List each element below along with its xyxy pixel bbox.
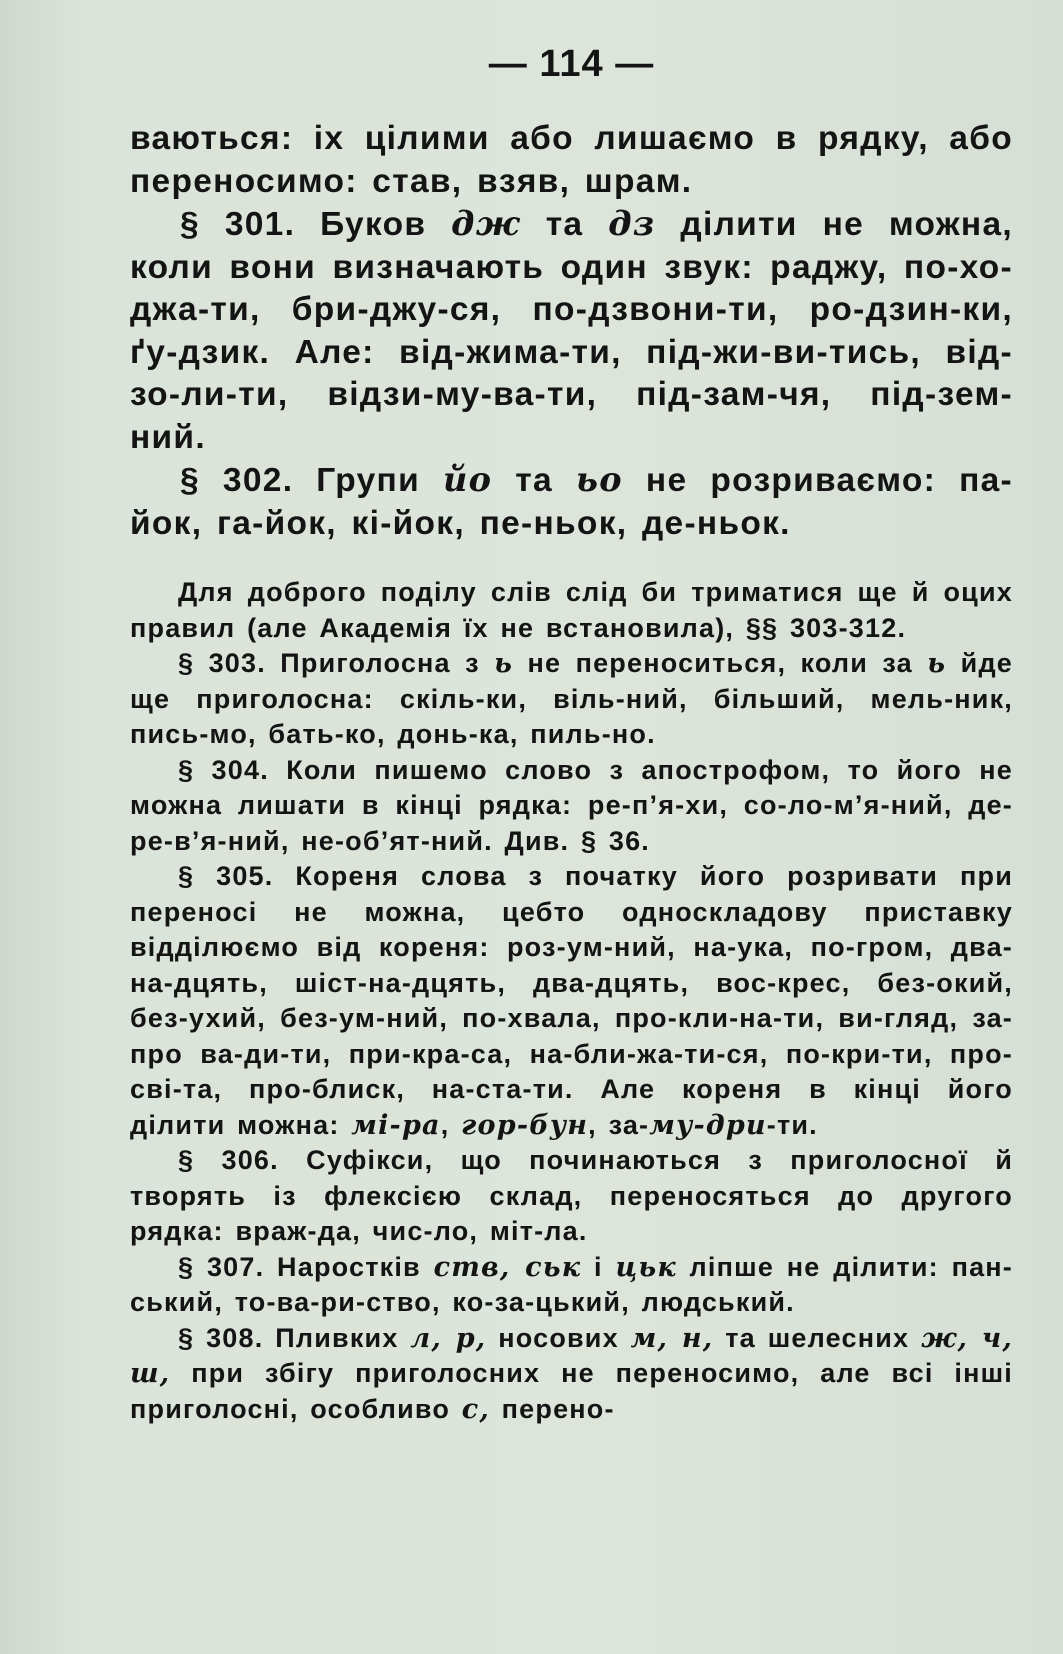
page-number: — 114 — <box>488 43 655 85</box>
italic-letters: м, н, <box>630 1322 714 1354</box>
text-run: перено- <box>489 1393 615 1424</box>
text-run: та шелесних <box>713 1322 922 1353</box>
paragraph-303 <box>130 646 1013 753</box>
italic-letters: му-дри <box>649 1109 767 1141</box>
paragraph-intro: ваються: іх цілими або лишаємо в рядку, або переносимо: став, взяв, шрам. <box>130 120 1013 200</box>
paragraph-304: § 304. Коли пишемо слово з апострофом, то його не можна лишати в кінці рядка: ре-п’я-хи, со-ло-м’я-ний, де-ре-в’я-ний, не-об’ят-ний. Див. § 36. <box>130 754 1013 856</box>
small-print-section <box>130 575 1013 1427</box>
italic-letters: ж, ч, ш, <box>130 1322 1013 1389</box>
text-run: носових <box>486 1322 631 1353</box>
text-run: § 308. Пливких <box>178 1322 411 1353</box>
italic-letters: дз <box>608 204 656 243</box>
text-run: при збігу приголосних не переносимо, але всі інші приголосні, особливо <box>130 1358 1013 1424</box>
text-run: йде ще приголосна: скіль-ки, віль-ний, більший, мель-ник, пись-мо, бать-ко, донь-ка, пиль-но. <box>130 648 1013 749</box>
text-run: ліпше не ділити: пан-ський, то-ва-ри-ство, ко-за-цький, людський. <box>130 1251 1013 1317</box>
paragraph-306: § 306. Суфікси, що починаються з приголосної й творять із флексією склад, переносяться до другого рядка: враж-да, чис-ло, міт-ла. <box>130 1145 1013 1246</box>
text-run: , за- <box>588 1109 650 1140</box>
text-run: § 301. Буков <box>180 206 452 243</box>
text-run: § 305. Кореня слова з початку його розривати при переносі не можна, цебто односкладову приставку відділюємо від кореня: роз-ум-ний, на-ука, по-гром, два-на-дцять, шіст-на-дцять, два-дцять, вос-крес, без-окий, без-ухий, без-ум-ний, по-хвала, про-кли-на-ти, ви-гляд, за-про ва-ди-ти, при-кра-са, на-бли-жа-ти-ся, по-кри-ти, про-сві-та, про-блиск, на-ста-ти. Але кореня в кінці його ділити можна: <box>130 861 1013 1140</box>
text-run: та <box>492 462 576 499</box>
italic-letters: дж <box>451 204 521 243</box>
italic-letters: мі-ра <box>351 1109 441 1141</box>
text-run: ділити не можна, коли вони визначають один звук: раджу, по-хо-джа-ти, бри-джу-ся, по-дзвони-ти, ро-дзин-ки, ґу-дзик. Але: від-жима-ти, під-жи-ви-тись, від-зо-ли-ти, відзи-му-ва-ти, під-зам-чя, під-зем-ний. <box>130 206 1014 456</box>
text-run: § 307. Наростків <box>178 1251 434 1282</box>
italic-letters: цьк <box>615 1251 677 1283</box>
italic-letters: с, <box>461 1393 490 1425</box>
text-run: § 302. Групи <box>180 462 443 499</box>
text-run: та <box>520 206 609 243</box>
paragraph-308 <box>130 1321 1013 1428</box>
italic-letters: ств, ськ <box>433 1251 582 1283</box>
paragraph-301 <box>130 203 1013 459</box>
italic-letters: йо <box>442 460 493 499</box>
italic-letters: гор-бун <box>461 1109 589 1141</box>
italic-letters: ьо <box>575 460 623 499</box>
italic-letters: ь <box>494 648 514 679</box>
text-run: , <box>440 1109 462 1140</box>
text-run: -ти. <box>766 1109 818 1140</box>
italic-letters: ь <box>927 648 947 679</box>
text-run: і <box>581 1251 616 1282</box>
text-run: не переноситься, коли за <box>513 648 928 678</box>
paragraph-small-intro: Для доброго поділу слів слід би триматися ще й оцих правил (але Академія їх не встановила), §§ 303-312. <box>130 577 1013 643</box>
large-print-section <box>130 118 1013 545</box>
text-run: не розриваємо: па-йок, га-йок, кі-йок, пе-ньок, де-ньок. <box>130 462 1013 542</box>
paragraph-302 <box>130 459 1013 545</box>
italic-letters: л, р, <box>410 1322 487 1354</box>
paragraph-307 <box>130 1250 1013 1321</box>
paragraph-305 <box>130 859 1013 1143</box>
text-run: § 303. Приголосна з <box>178 648 495 678</box>
